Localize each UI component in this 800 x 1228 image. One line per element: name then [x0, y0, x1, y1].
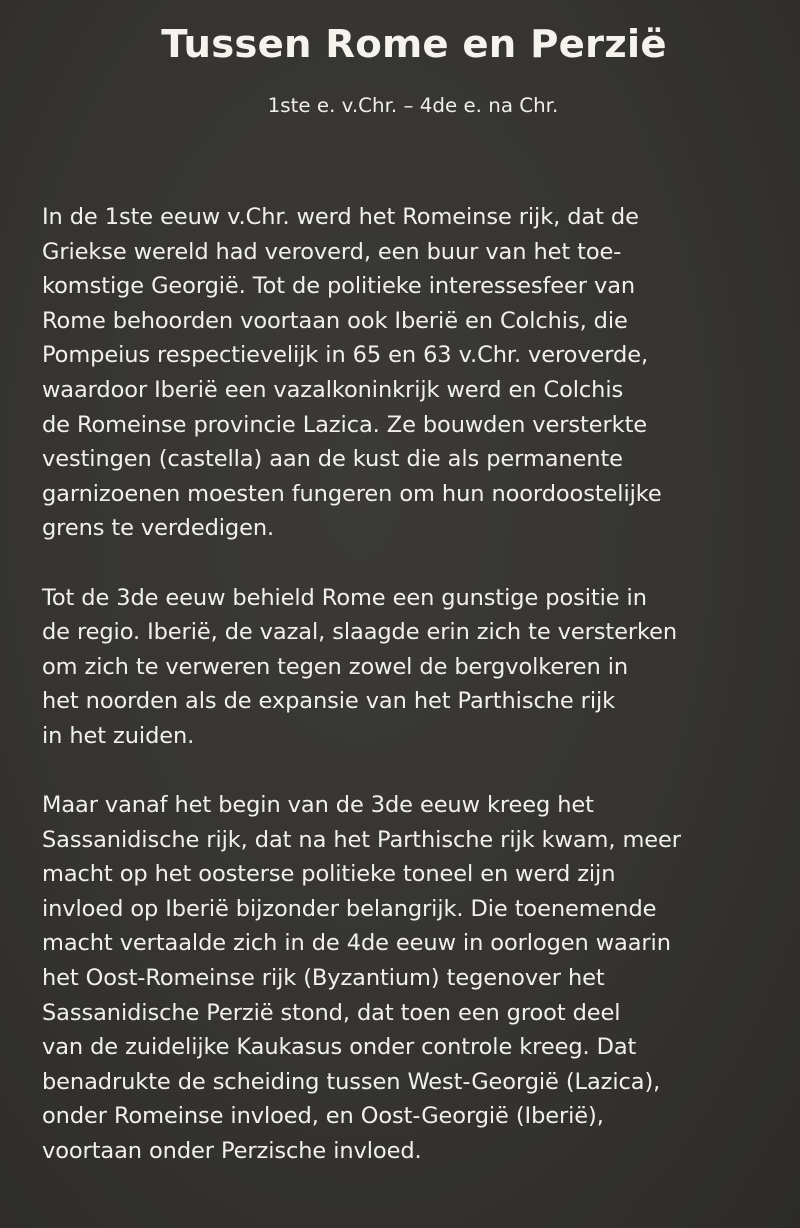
text-line: de regio. Iberië, de vazal, slaagde erin zich te versterken — [42, 619, 678, 646]
paragraph-spacer — [42, 546, 792, 581]
text-line: om zich te verweren tegen zowel de bergvolkeren in — [42, 653, 629, 680]
text-line: Griekse wereld had veroverd, een buur van het toe- — [42, 238, 622, 265]
text-line: Tot de 3de eeuw behield Rome een gunstige positie in — [42, 584, 647, 611]
paragraph-1 — [42, 200, 792, 546]
text-line: het Oost-Romeinse rijk (Byzantium) tegenover het — [42, 965, 605, 992]
text-line: onder Romeinse invloed, en Oost-Georgië (Iberië), — [42, 1103, 604, 1130]
panel-body — [42, 200, 792, 1169]
text-line: grens te verdedigen. — [42, 515, 275, 542]
panel-title: Tussen Rome en Perzië — [161, 22, 667, 67]
text-line: macht op het oosterse politieke toneel en werd zijn — [42, 861, 616, 888]
text-line: de Romeinse provincie Lazica. Ze bouwden versterkte — [42, 411, 648, 438]
text-line: Rome behoorden voortaan ook Iberië en Colchis, die — [42, 307, 628, 334]
text-line: het noorden als de expansie van het Parthische rijk — [42, 688, 616, 715]
text-line: Sassanidische Perzië stond, dat toen een groot deel — [42, 999, 621, 1026]
text-line: garnizoenen moesten fungeren om hun noordoostelijke — [42, 480, 662, 507]
text-line: macht vertaalde zich in de 4de eeuw in oorlogen waarin — [42, 930, 671, 957]
text-line: Maar vanaf het begin van de 3de eeuw kreeg het — [42, 792, 594, 819]
text-line: in het zuiden. — [42, 722, 195, 749]
text-line: van de zuidelijke Kaukasus onder controle kreeg. Dat — [42, 1034, 637, 1061]
text-line: In de 1ste eeuw v.Chr. werd het Romeinse rijk, dat de — [42, 204, 639, 230]
text-line: waardoor Iberië een vazalkoninkrijk werd en Colchis — [42, 376, 624, 403]
panel-subtitle: 1ste e. v.Chr. – 4de e. na Chr. — [267, 94, 559, 117]
text-line: komstige Georgië. Tot de politieke interessesfeer van — [42, 273, 636, 300]
text-line: voortaan onder Perzische invloed. — [42, 1138, 422, 1165]
paragraph-2 — [42, 581, 792, 754]
text-line: Sassanidische rijk, dat na het Parthische rijk kwam, meer — [42, 826, 681, 853]
paragraph-3 — [42, 788, 792, 1169]
text-line: invloed op Iberië bijzonder belangrijk. Die toenemende — [42, 895, 657, 922]
text-line: Pompeius respectievelijk in 65 en 63 v.Chr. veroverde, — [42, 342, 649, 369]
paragraph-spacer — [42, 754, 792, 789]
text-line: benadrukte de scheiding tussen West-Georgië (Lazica), — [42, 1068, 661, 1095]
text-line: vestingen (castella) aan de kust die als permanente — [42, 446, 623, 473]
